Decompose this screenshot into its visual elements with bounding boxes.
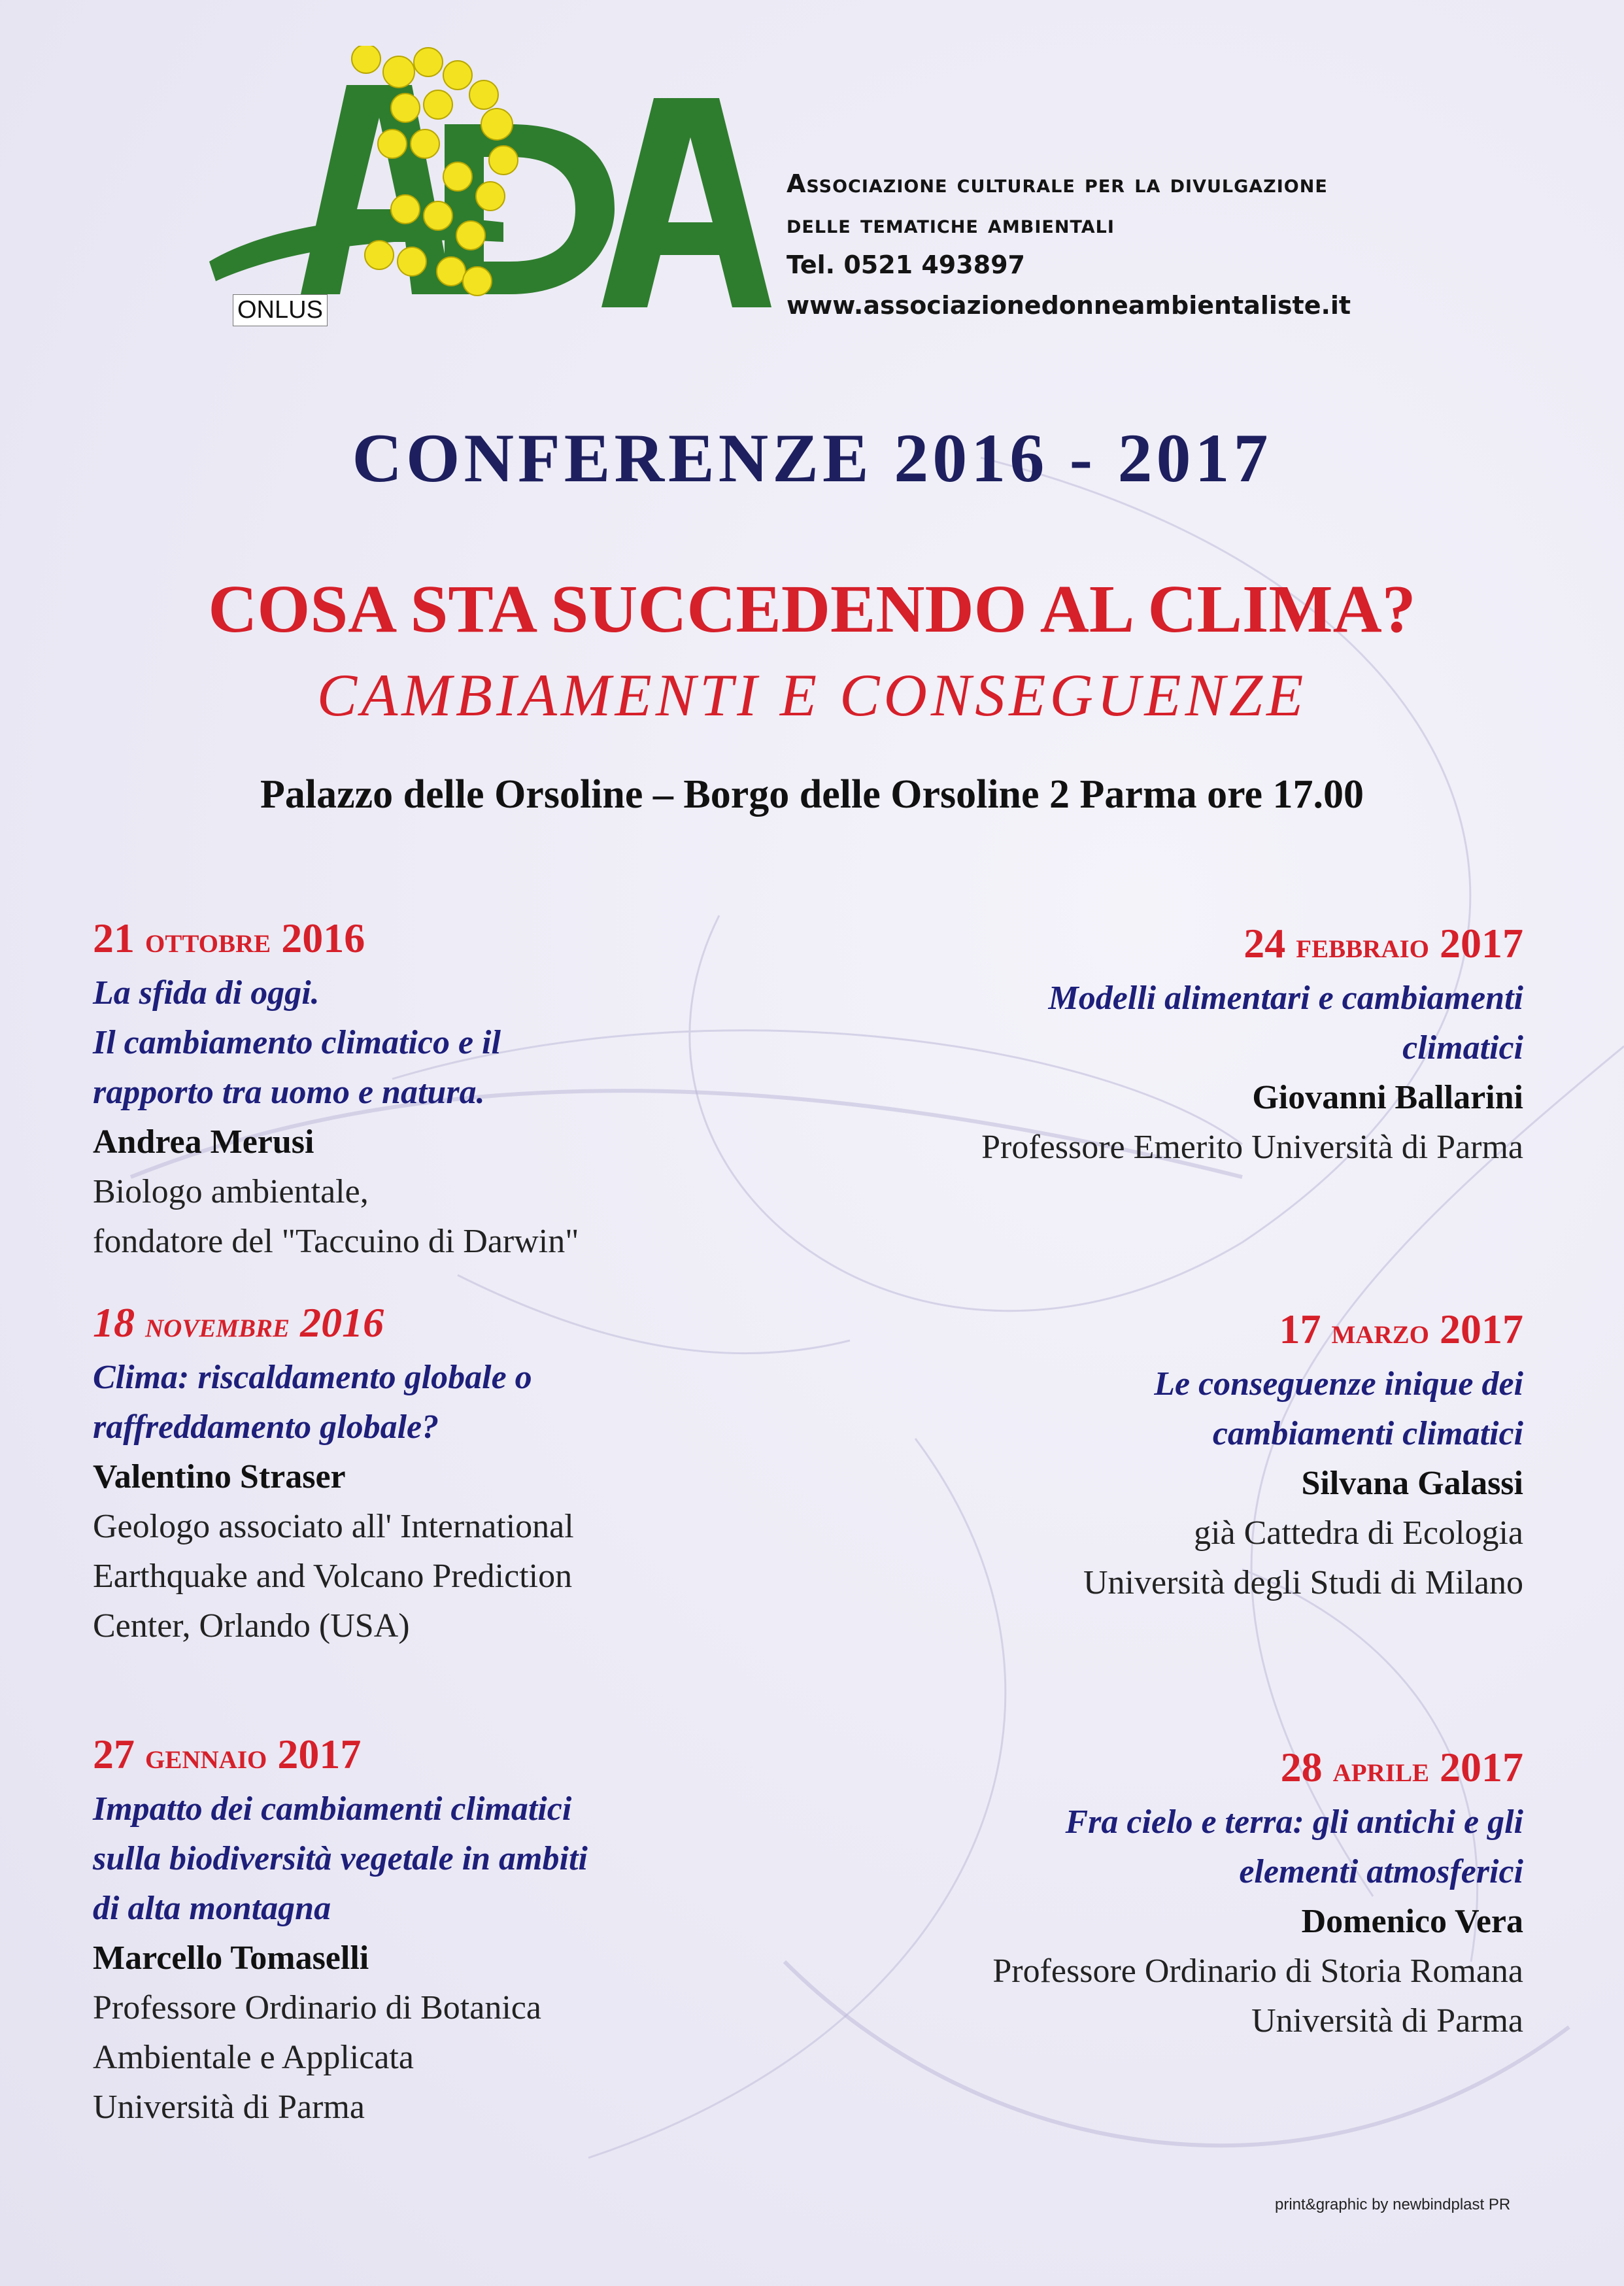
event-21-ottobre <box>93 910 812 1267</box>
event-speaker-description: Geologo associato all' International Earthquake and Volcano Prediction Center, Orlando (USA) <box>93 1508 574 1645</box>
event-17-marzo <box>804 1301 1523 1608</box>
event-speaker: Domenico Vera <box>1301 1903 1523 1940</box>
venue-line: Palazzo delle Orsoline – Borgo delle Orsoline 2 Parma ore 17.00 <box>260 772 1364 817</box>
event-date: 27 gennaio 2017 <box>93 1731 362 1777</box>
event-28-aprile <box>804 1739 1523 2046</box>
event-speaker: Andrea Merusi <box>93 1123 314 1161</box>
event-speaker-description: Biologo ambientale, fondatore del "Taccuino di Darwin" <box>93 1173 579 1260</box>
event-date: 18 novembre 2016 <box>93 1299 384 1346</box>
event-date: 21 ottobre 2016 <box>93 915 365 961</box>
event-24-febbraio <box>804 915 1523 1172</box>
event-18-novembre <box>93 1295 812 1651</box>
print-credit: print&graphic by newbindplast PR <box>1275 2196 1511 2213</box>
association-phone: Tel. 0521 493897 <box>787 250 1025 279</box>
conferences-heading: CONFERENZE 2016 - 2017 <box>352 420 1272 496</box>
event-topic: La sfida di oggi. Il cambiamento climatico e il rapporto tra uomo e natura. <box>93 974 501 1111</box>
event-topic: Modelli alimentari e cambiamenti climatici <box>1048 980 1523 1066</box>
event-speaker: Giovanni Ballarini <box>1252 1079 1523 1116</box>
event-topic: Clima: riscaldamento globale o raffreddamento globale? <box>93 1359 532 1446</box>
event-date: 28 aprile 2017 <box>1280 1744 1523 1790</box>
subtitle: CAMBIAMENTI E CONSEGUENZE <box>316 662 1308 728</box>
association-line-1: Associazione culturale per la divulgazione <box>787 169 1328 198</box>
event-date: 24 febbraio 2017 <box>1243 920 1523 966</box>
main-title: COSA STA SUCCEDENDO AL CLIMA? <box>208 572 1416 647</box>
event-speaker: Valentino Straser <box>93 1458 346 1495</box>
event-speaker-description: Professore Emerito Università di Parma <box>981 1129 1523 1166</box>
event-speaker: Silvana Galassi <box>1301 1465 1523 1502</box>
event-date: 17 marzo 2017 <box>1279 1306 1523 1352</box>
event-speaker-description: già Cattedra di Ecologia Università degli Studi di Milano <box>1083 1514 1523 1601</box>
event-topic: Fra cielo e terra: gli antichi e gli elementi atmosferici <box>1065 1803 1523 1890</box>
event-speaker-description: Professore Ordinario di Botanica Ambientale e Applicata Università di Parma <box>93 1989 541 2126</box>
event-27-gennaio <box>93 1726 812 2132</box>
event-topic: Le conseguenze inique dei cambiamenti climatici <box>1154 1365 1523 1452</box>
association-info <box>787 163 1351 326</box>
event-speaker: Marcello Tomaselli <box>93 1939 369 1977</box>
association-website[interactable]: www.associazionedonneambientaliste.it <box>787 291 1351 320</box>
onlus-label: ONLUS <box>233 294 328 326</box>
event-speaker-description: Professore Ordinario di Storia Romana Università di Parma <box>992 1953 1523 2039</box>
event-topic: Impatto dei cambiamenti climatici sulla biodiversità vegetale in ambiti di alta montagna <box>93 1790 588 1927</box>
association-line-2: delle tematiche ambientali <box>787 210 1115 239</box>
